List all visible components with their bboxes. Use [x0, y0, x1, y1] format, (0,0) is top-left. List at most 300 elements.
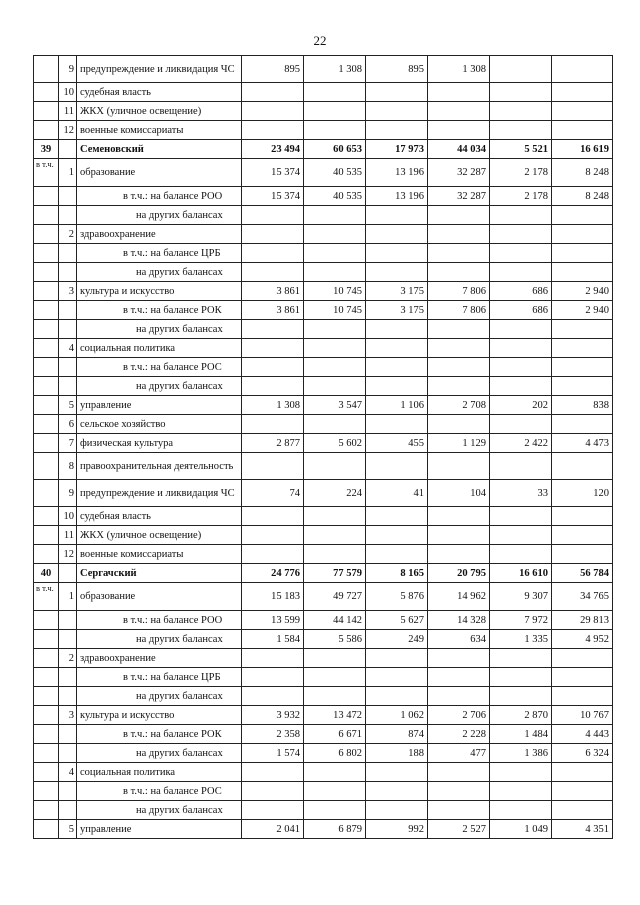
value-cell: 1 308 — [428, 56, 490, 83]
table-row — [34, 630, 613, 649]
row-label-cell: в т.ч.: на балансе РОК — [77, 725, 242, 744]
value-cell: 5 586 — [304, 630, 366, 649]
value-cell — [552, 320, 613, 339]
row-label-cell: культура и искусство — [77, 706, 242, 725]
value-cell: 6 671 — [304, 725, 366, 744]
region-code-cell — [34, 244, 59, 263]
table-body — [34, 56, 613, 839]
row-label-cell: управление — [77, 396, 242, 415]
value-cell — [242, 415, 304, 434]
row-label-cell: судебная власть — [77, 83, 242, 102]
value-cell — [552, 415, 613, 434]
value-cell — [366, 358, 428, 377]
value-cell: 1 484 — [490, 725, 552, 744]
row-label-cell: в т.ч.: на балансе РОС — [77, 358, 242, 377]
value-cell — [552, 339, 613, 358]
row-label-cell: в т.ч.: на балансе РОС — [77, 782, 242, 801]
value-cell — [366, 687, 428, 706]
region-code-cell — [34, 507, 59, 526]
page-number: 22 — [313, 33, 327, 48]
table-row — [34, 83, 613, 102]
table-row — [34, 377, 613, 396]
row-label-cell: в т.ч.: на балансе ЦРБ — [77, 244, 242, 263]
item-number-cell: 6 — [59, 415, 77, 434]
item-number-cell: 2 — [59, 649, 77, 668]
region-code-cell — [34, 320, 59, 339]
value-cell: 56 784 — [552, 564, 613, 583]
table-row — [34, 102, 613, 121]
region-code-cell — [34, 649, 59, 668]
region-code-cell — [34, 282, 59, 301]
value-cell — [242, 244, 304, 263]
value-cell: 2 041 — [242, 820, 304, 839]
value-cell — [304, 801, 366, 820]
value-cell — [366, 339, 428, 358]
item-number-cell — [59, 630, 77, 649]
item-number-cell — [59, 301, 77, 320]
value-cell — [242, 649, 304, 668]
value-cell: 32 287 — [428, 187, 490, 206]
value-cell — [552, 801, 613, 820]
value-cell: 7 806 — [428, 282, 490, 301]
value-cell: 24 776 — [242, 564, 304, 583]
value-cell — [366, 121, 428, 140]
value-cell — [304, 339, 366, 358]
value-cell — [552, 668, 613, 687]
table-row — [34, 744, 613, 763]
value-cell: 895 — [242, 56, 304, 83]
value-cell: 8 165 — [366, 564, 428, 583]
value-cell — [428, 339, 490, 358]
value-cell — [366, 668, 428, 687]
value-cell — [304, 507, 366, 526]
table-row — [34, 725, 613, 744]
value-cell — [242, 102, 304, 121]
value-cell: 15 374 — [242, 187, 304, 206]
value-cell — [366, 225, 428, 244]
region-code-cell — [34, 187, 59, 206]
table-row — [34, 820, 613, 839]
value-cell — [242, 339, 304, 358]
value-cell — [242, 377, 304, 396]
row-label-cell: в т.ч.: на балансе РОО — [77, 187, 242, 206]
value-cell: 40 535 — [304, 187, 366, 206]
value-cell — [552, 358, 613, 377]
value-cell: 33 — [490, 480, 552, 507]
region-code-cell — [34, 206, 59, 225]
value-cell: 2 527 — [428, 820, 490, 839]
value-cell: 13 472 — [304, 706, 366, 725]
value-cell: 15 183 — [242, 583, 304, 611]
value-cell — [428, 263, 490, 282]
table-row — [34, 339, 613, 358]
value-cell: 1 049 — [490, 820, 552, 839]
value-cell: 1 574 — [242, 744, 304, 763]
value-cell: 2 877 — [242, 434, 304, 453]
item-number-cell: 3 — [59, 706, 77, 725]
value-cell — [242, 782, 304, 801]
value-cell — [242, 668, 304, 687]
value-cell: 8 248 — [552, 159, 613, 187]
value-cell — [490, 782, 552, 801]
value-cell — [490, 121, 552, 140]
table-row — [34, 225, 613, 244]
value-cell: 188 — [366, 744, 428, 763]
item-number-cell — [59, 611, 77, 630]
value-cell — [366, 320, 428, 339]
value-cell: 20 795 — [428, 564, 490, 583]
item-number-cell — [59, 564, 77, 583]
value-cell — [242, 320, 304, 339]
value-cell — [552, 545, 613, 564]
value-cell — [552, 763, 613, 782]
value-cell — [490, 358, 552, 377]
item-number-cell — [59, 244, 77, 263]
value-cell: 874 — [366, 725, 428, 744]
value-cell: 1 335 — [490, 630, 552, 649]
table-row — [34, 159, 613, 187]
value-cell: 3 932 — [242, 706, 304, 725]
table-row — [34, 668, 613, 687]
value-cell — [490, 453, 552, 480]
value-cell — [242, 453, 304, 480]
value-cell — [490, 415, 552, 434]
value-cell — [304, 358, 366, 377]
row-label-cell: культура и искусство — [77, 282, 242, 301]
value-cell — [242, 206, 304, 225]
value-cell: 49 727 — [304, 583, 366, 611]
value-cell — [428, 320, 490, 339]
row-label-cell: Сергачский — [77, 564, 242, 583]
region-code-cell — [34, 121, 59, 140]
value-cell — [304, 263, 366, 282]
value-cell — [366, 83, 428, 102]
value-cell — [552, 263, 613, 282]
value-cell: 7 806 — [428, 301, 490, 320]
value-cell: 6 879 — [304, 820, 366, 839]
value-cell: 44 034 — [428, 140, 490, 159]
value-cell — [490, 83, 552, 102]
value-cell: 686 — [490, 282, 552, 301]
value-cell: 120 — [552, 480, 613, 507]
value-cell — [304, 377, 366, 396]
value-cell: 202 — [490, 396, 552, 415]
value-cell — [366, 102, 428, 121]
item-number-cell — [59, 725, 77, 744]
item-number-cell — [59, 744, 77, 763]
region-code-cell: в т.ч. — [34, 159, 59, 187]
region-code-cell — [34, 358, 59, 377]
table-row — [34, 187, 613, 206]
value-cell — [304, 526, 366, 545]
value-cell — [366, 453, 428, 480]
table-row — [34, 244, 613, 263]
value-cell — [552, 83, 613, 102]
item-number-cell — [59, 263, 77, 282]
value-cell — [366, 415, 428, 434]
value-cell — [490, 263, 552, 282]
value-cell — [366, 244, 428, 263]
value-cell: 3 175 — [366, 301, 428, 320]
value-cell — [242, 225, 304, 244]
value-cell: 104 — [428, 480, 490, 507]
row-label-cell: физическая культура — [77, 434, 242, 453]
value-cell: 2 178 — [490, 187, 552, 206]
value-cell: 5 602 — [304, 434, 366, 453]
value-cell: 5 521 — [490, 140, 552, 159]
region-code-cell — [34, 83, 59, 102]
region-code-cell — [34, 668, 59, 687]
table-row — [34, 706, 613, 725]
value-cell: 10 745 — [304, 301, 366, 320]
item-number-cell: 2 — [59, 225, 77, 244]
table-row — [34, 415, 613, 434]
table-row — [34, 121, 613, 140]
table-row — [34, 507, 613, 526]
value-cell: 3 175 — [366, 282, 428, 301]
value-cell: 2 940 — [552, 301, 613, 320]
value-cell — [490, 244, 552, 263]
table-row — [34, 320, 613, 339]
value-cell: 7 972 — [490, 611, 552, 630]
value-cell — [490, 545, 552, 564]
value-cell — [428, 545, 490, 564]
value-cell — [490, 206, 552, 225]
item-number-cell: 4 — [59, 339, 77, 358]
row-label-cell: сельское хозяйство — [77, 415, 242, 434]
value-cell — [304, 763, 366, 782]
item-number-cell: 8 — [59, 453, 77, 480]
value-cell — [242, 763, 304, 782]
row-label-cell: правоохранительная деятельность — [77, 453, 242, 480]
value-cell — [428, 649, 490, 668]
value-cell: 992 — [366, 820, 428, 839]
value-cell: 6 324 — [552, 744, 613, 763]
region-code-cell — [34, 744, 59, 763]
row-label-cell: предупреждение и ликвидация ЧС — [77, 480, 242, 507]
item-number-cell — [59, 206, 77, 225]
value-cell — [490, 668, 552, 687]
value-cell — [428, 507, 490, 526]
value-cell — [304, 415, 366, 434]
value-cell: 77 579 — [304, 564, 366, 583]
region-code-cell — [34, 102, 59, 121]
value-cell — [428, 668, 490, 687]
item-number-cell: 5 — [59, 396, 77, 415]
row-label-cell: Семеновский — [77, 140, 242, 159]
item-number-cell: 5 — [59, 820, 77, 839]
value-cell: 9 307 — [490, 583, 552, 611]
value-cell — [428, 801, 490, 820]
item-number-cell — [59, 358, 77, 377]
value-cell — [428, 244, 490, 263]
value-cell — [304, 687, 366, 706]
table-row — [34, 263, 613, 282]
table-row — [34, 611, 613, 630]
value-cell: 13 196 — [366, 187, 428, 206]
value-cell: 41 — [366, 480, 428, 507]
value-cell: 1 584 — [242, 630, 304, 649]
value-cell — [552, 526, 613, 545]
item-number-cell — [59, 782, 77, 801]
value-cell — [366, 263, 428, 282]
region-code-cell — [34, 377, 59, 396]
value-cell: 4 443 — [552, 725, 613, 744]
value-cell: 2 178 — [490, 159, 552, 187]
region-code-cell — [34, 453, 59, 480]
region-code-cell: 40 — [34, 564, 59, 583]
row-label-cell: на других балансах — [77, 377, 242, 396]
region-code-cell — [34, 725, 59, 744]
value-cell: 15 374 — [242, 159, 304, 187]
item-number-cell — [59, 801, 77, 820]
value-cell — [428, 526, 490, 545]
value-cell — [428, 763, 490, 782]
value-cell — [242, 358, 304, 377]
item-number-cell: 9 — [59, 56, 77, 83]
value-cell — [428, 415, 490, 434]
value-cell — [490, 102, 552, 121]
table-row — [34, 545, 613, 564]
item-number-cell: 12 — [59, 545, 77, 564]
region-code-cell — [34, 339, 59, 358]
item-number-cell: 4 — [59, 763, 77, 782]
row-label-cell: здравоохранение — [77, 225, 242, 244]
value-cell — [304, 244, 366, 263]
region-code-cell — [34, 480, 59, 507]
item-number-cell — [59, 377, 77, 396]
table-row — [34, 56, 613, 83]
table-row — [34, 140, 613, 159]
value-cell — [242, 83, 304, 102]
value-cell — [490, 687, 552, 706]
region-code-cell — [34, 801, 59, 820]
value-cell — [490, 507, 552, 526]
value-cell: 2 706 — [428, 706, 490, 725]
value-cell: 2 708 — [428, 396, 490, 415]
value-cell: 29 813 — [552, 611, 613, 630]
value-cell — [242, 507, 304, 526]
region-code-cell — [34, 782, 59, 801]
value-cell: 224 — [304, 480, 366, 507]
value-cell — [242, 121, 304, 140]
table-row — [34, 358, 613, 377]
row-label-cell: предупреждение и ликвидация ЧС — [77, 56, 242, 83]
value-cell — [242, 801, 304, 820]
table-row — [34, 206, 613, 225]
item-number-cell: 1 — [59, 583, 77, 611]
value-cell — [304, 782, 366, 801]
region-code-cell — [34, 820, 59, 839]
value-cell: 2 358 — [242, 725, 304, 744]
table-row — [34, 453, 613, 480]
value-cell — [304, 668, 366, 687]
value-cell — [552, 206, 613, 225]
value-cell — [552, 649, 613, 668]
value-cell: 455 — [366, 434, 428, 453]
value-cell: 23 494 — [242, 140, 304, 159]
value-cell: 74 — [242, 480, 304, 507]
value-cell — [242, 526, 304, 545]
region-code-cell: в т.ч. — [34, 583, 59, 611]
value-cell — [428, 83, 490, 102]
value-cell: 249 — [366, 630, 428, 649]
value-cell — [304, 225, 366, 244]
value-cell: 34 765 — [552, 583, 613, 611]
item-number-cell — [59, 320, 77, 339]
value-cell: 8 248 — [552, 187, 613, 206]
value-cell — [552, 121, 613, 140]
row-label-cell: военные комиссариаты — [77, 545, 242, 564]
table-row — [34, 763, 613, 782]
value-cell — [366, 801, 428, 820]
value-cell — [490, 339, 552, 358]
value-cell — [366, 377, 428, 396]
value-cell — [490, 225, 552, 244]
row-label-cell: на других балансах — [77, 687, 242, 706]
item-number-cell: 10 — [59, 507, 77, 526]
value-cell — [304, 121, 366, 140]
row-label-cell: на других балансах — [77, 801, 242, 820]
value-cell — [428, 206, 490, 225]
table-row — [34, 434, 613, 453]
value-cell — [428, 687, 490, 706]
value-cell: 2 422 — [490, 434, 552, 453]
region-code-cell — [34, 415, 59, 434]
value-cell — [242, 545, 304, 564]
row-label-cell: здравоохранение — [77, 649, 242, 668]
value-cell: 3 547 — [304, 396, 366, 415]
value-cell: 3 861 — [242, 301, 304, 320]
row-label-cell: на других балансах — [77, 744, 242, 763]
row-label-cell: военные комиссариаты — [77, 121, 242, 140]
value-cell: 634 — [428, 630, 490, 649]
value-cell — [428, 453, 490, 480]
value-cell: 10 767 — [552, 706, 613, 725]
value-cell: 1 129 — [428, 434, 490, 453]
value-cell: 2 940 — [552, 282, 613, 301]
value-cell: 686 — [490, 301, 552, 320]
region-code-cell — [34, 526, 59, 545]
item-number-cell: 3 — [59, 282, 77, 301]
row-label-cell: социальная политика — [77, 763, 242, 782]
value-cell — [552, 244, 613, 263]
value-cell — [428, 102, 490, 121]
item-number-cell: 9 — [59, 480, 77, 507]
table-row — [34, 649, 613, 668]
region-code-cell — [34, 611, 59, 630]
value-cell: 895 — [366, 56, 428, 83]
value-cell: 1 308 — [242, 396, 304, 415]
value-cell — [490, 56, 552, 83]
budget-table — [33, 55, 613, 839]
item-number-cell — [59, 668, 77, 687]
row-label-cell: судебная власть — [77, 507, 242, 526]
value-cell — [428, 225, 490, 244]
region-code-cell — [34, 396, 59, 415]
value-cell — [242, 687, 304, 706]
value-cell: 40 535 — [304, 159, 366, 187]
table-row — [34, 282, 613, 301]
value-cell — [552, 507, 613, 526]
value-cell: 1 308 — [304, 56, 366, 83]
value-cell: 6 802 — [304, 744, 366, 763]
region-code-cell: 39 — [34, 140, 59, 159]
region-code-cell — [34, 263, 59, 282]
value-cell — [304, 649, 366, 668]
value-cell — [552, 453, 613, 480]
row-label-cell: социальная политика — [77, 339, 242, 358]
